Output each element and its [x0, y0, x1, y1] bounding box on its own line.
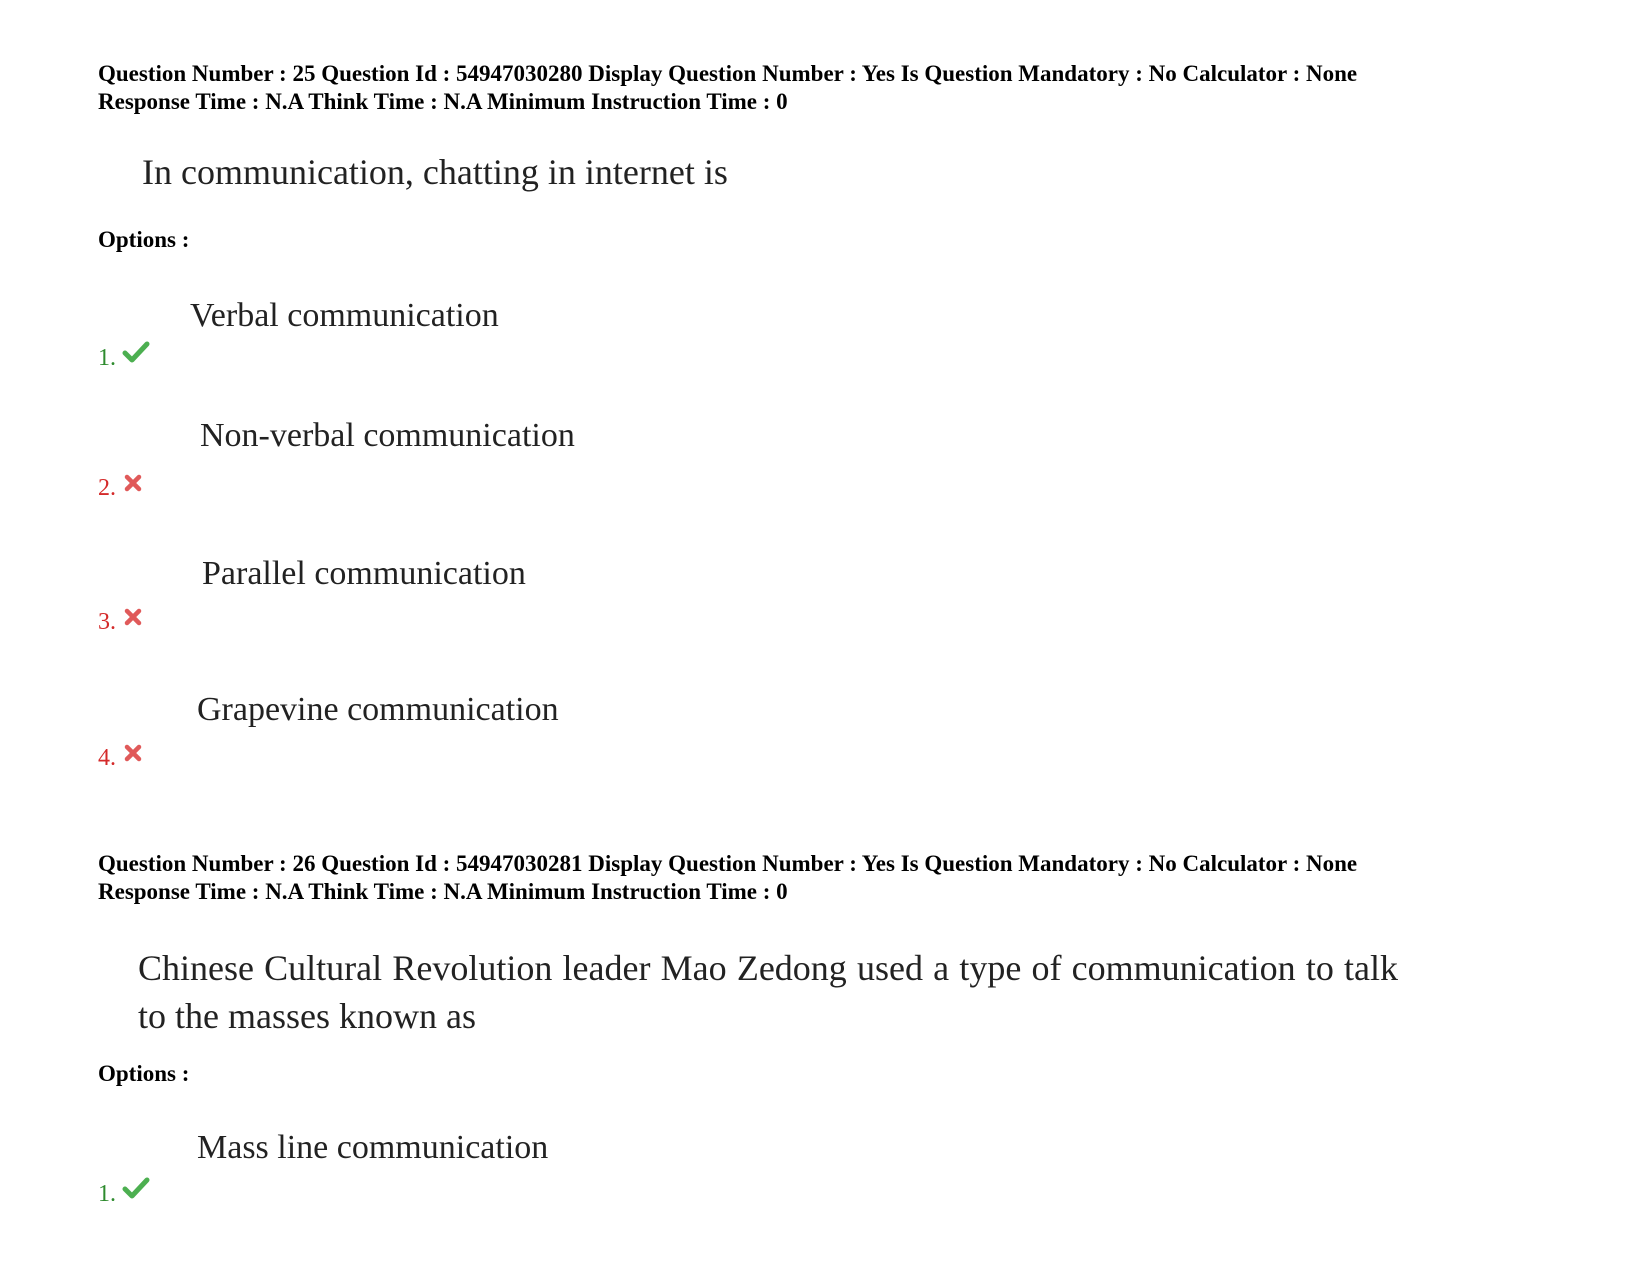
option-number: 1.: [98, 1181, 116, 1207]
option-number: 1.: [98, 345, 116, 371]
option-number: 3.: [98, 609, 116, 635]
question-meta-line: Question Number : 25 Question Id : 54947030280 Display Question Number : Yes Is Question Mandatory : No Calculator : None: [98, 61, 1358, 86]
question-meta-line: Question Number : 26 Question Id : 54947030281 Display Question Number : Yes Is Question Mandatory : No Calculator : None: [98, 851, 1358, 876]
question-timing-line: Response Time : N.A Think Time : N.A Minimum Instruction Time : 0: [98, 879, 788, 904]
check-icon: [122, 340, 150, 366]
option-text: Mass line communication: [197, 1129, 549, 1166]
option-text: Grapevine communication: [197, 691, 559, 728]
options-heading: Options :: [98, 1061, 190, 1086]
option-number: 4.: [98, 745, 116, 771]
question-timing-line: Response Time : N.A Think Time : N.A Minimum Instruction Time : 0: [98, 89, 788, 114]
question-text: In communication, chatting in internet is: [142, 152, 728, 192]
option-text: Non-verbal communication: [200, 417, 575, 454]
option-text: Verbal communication: [190, 297, 499, 334]
cross-icon: [124, 744, 152, 770]
option-text: Parallel communication: [202, 555, 526, 592]
options-heading: Options :: [98, 227, 190, 252]
option-number: 2.: [98, 475, 116, 501]
check-icon: [122, 1176, 150, 1202]
question-text: Chinese Cultural Revolution leader Mao Zedong used a type of communication to talk to the masses known as: [138, 948, 1398, 1036]
cross-icon: [124, 474, 152, 500]
cross-icon: [124, 608, 152, 634]
